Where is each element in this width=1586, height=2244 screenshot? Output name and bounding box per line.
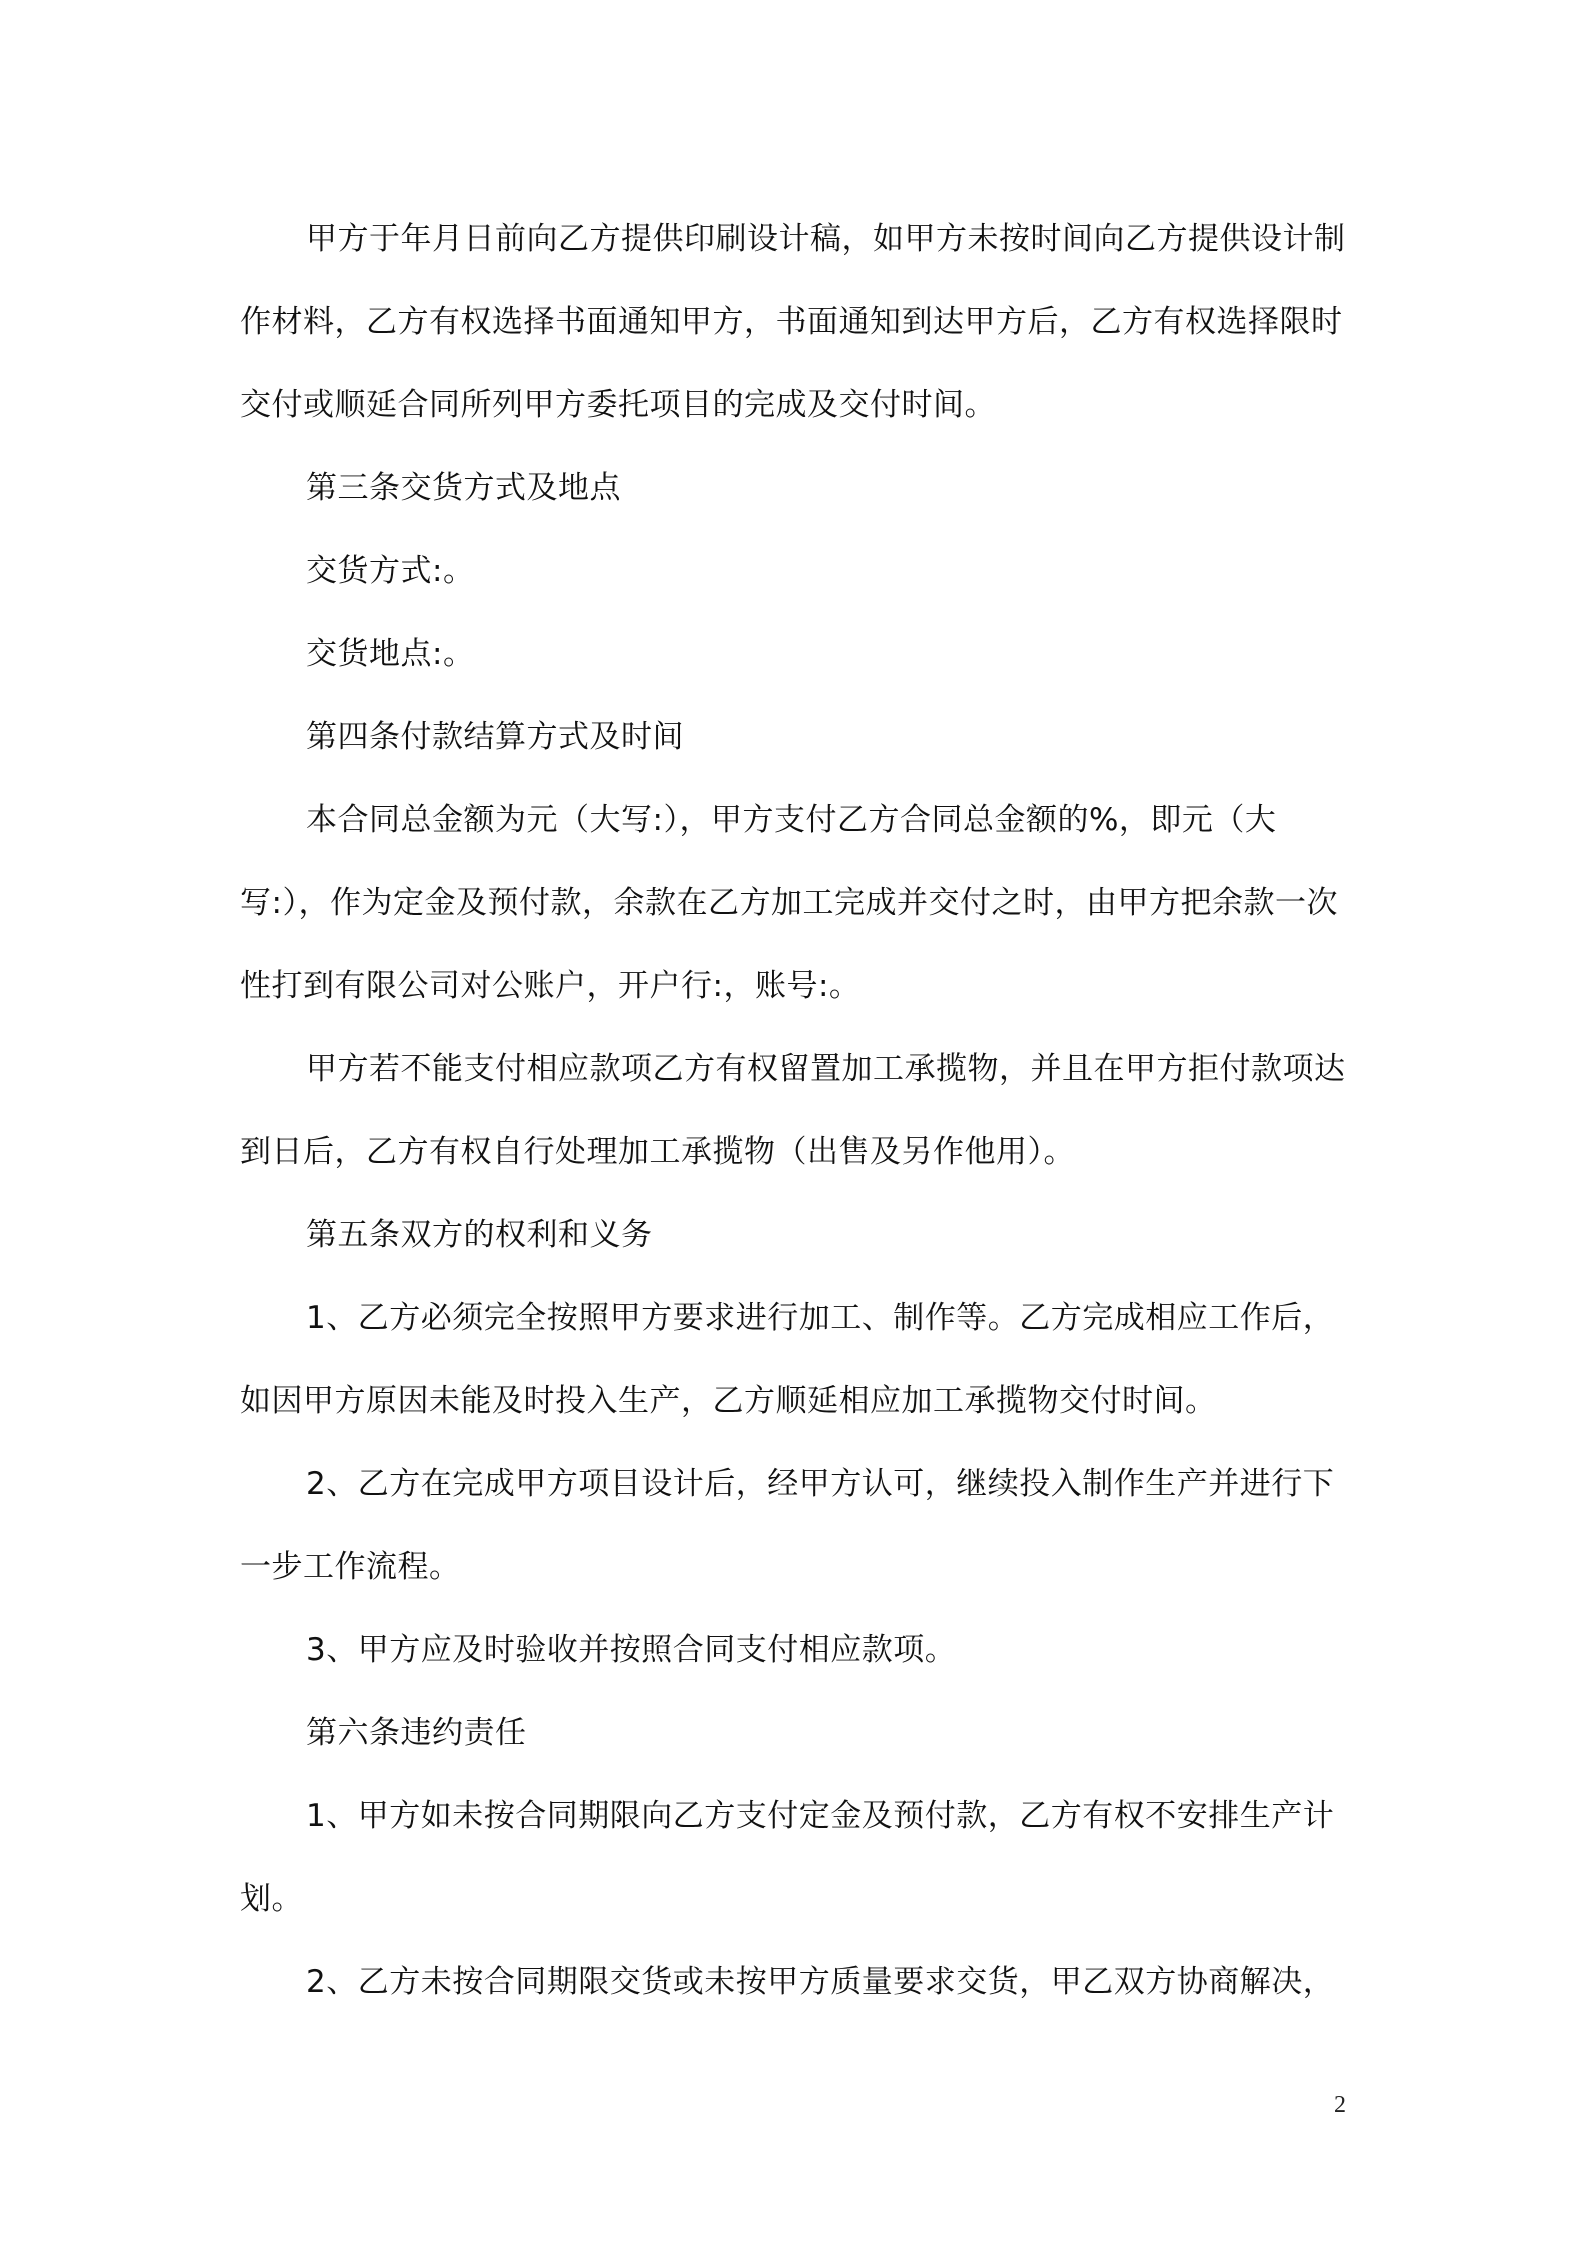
heading-article-6: 第六条违约责任: [306, 1715, 527, 1751]
paragraph-liability-2: 2、乙方未按合同期限交货或未按甲方质量要求交货，甲乙双方协商解决，: [306, 1964, 1335, 2000]
heading-article-4: 第四条付款结算方式及时间: [306, 719, 684, 755]
paragraph-delivery-method: 交货方式:。: [306, 553, 475, 589]
heading-article-5: 第五条双方的权利和义务: [306, 1217, 653, 1253]
document-body: [240, 198, 1355, 2024]
paragraph-delivery-location: 交货地点:。: [306, 636, 475, 672]
page-number: 2: [1334, 2092, 1346, 2118]
paragraph-rights-2: 2、乙方在完成甲方项目设计后，经甲方认可，继续投入制作生产并进行下一步工作流程。: [240, 1466, 1335, 1585]
paragraph-rights-1: 1、乙方必须完全按照甲方要求进行加工、制作等。乙方完成相应工作后，如因甲方原因未能及时投入生产，乙方顺延相应加工承揽物交付时间。: [240, 1300, 1335, 1419]
paragraph-payment-amount: 本合同总金额为元（大写:），甲方支付乙方合同总金额的%，即元（大写:），作为定金及预付款，余款在乙方加工完成并交付之时，由甲方把余款一次性打到有限公司对公账户，开户行:，账号:。: [240, 802, 1338, 1004]
paragraph-payment-lien: 甲方若不能支付相应款项乙方有权留置加工承揽物，并且在甲方拒付款项达到日后，乙方有权自行处理加工承揽物（出售及另作他用）。: [240, 1051, 1346, 1170]
paragraph-liability-1: 1、甲方如未按合同期限向乙方支付定金及预付款，乙方有权不安排生产计划。: [240, 1798, 1335, 1917]
heading-article-3: 第三条交货方式及地点: [306, 470, 621, 506]
paragraph-delivery-deadline: 甲方于年月日前向乙方提供印刷设计稿，如甲方未按时间向乙方提供设计制作材料，乙方有权选择书面通知甲方，书面通知到达甲方后，乙方有权选择限时交付或顺延合同所列甲方委托项目的完成及交付时间。: [240, 221, 1346, 423]
paragraph-rights-3: 3、甲方应及时验收并按照合同支付相应款项。: [306, 1632, 957, 1668]
